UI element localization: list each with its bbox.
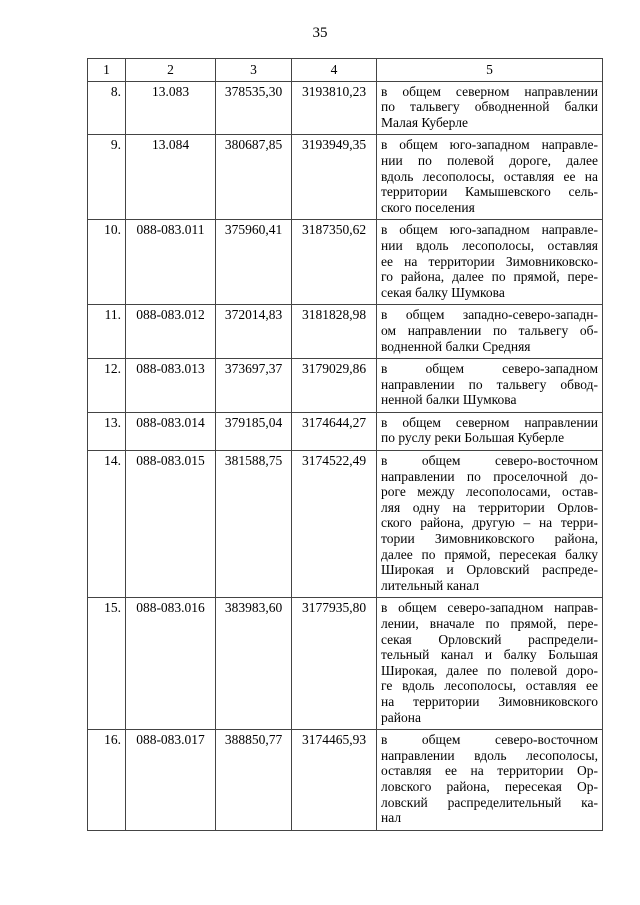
coordinate-x: 375960,41 bbox=[216, 220, 292, 305]
description-line: далее по прямой, пересекая балку bbox=[381, 546, 598, 562]
coordinate-x: 380687,85 bbox=[216, 135, 292, 220]
description-line: ляя одну на территории Орлов- bbox=[381, 499, 598, 515]
row-number: 15. bbox=[88, 598, 126, 730]
description-line: секая Орловский распредели- bbox=[381, 631, 598, 647]
description-line: ом направлении по тальвегу об- bbox=[381, 322, 598, 338]
coordinate-x: 373697,37 bbox=[216, 359, 292, 413]
page-number: 35 bbox=[312, 25, 328, 41]
point-code: 13.084 bbox=[126, 135, 216, 220]
point-code: 088-083.013 bbox=[126, 359, 216, 413]
point-code: 088-083.014 bbox=[126, 412, 216, 450]
table-row bbox=[88, 220, 603, 305]
coordinate-y: 3174522,49 bbox=[292, 451, 377, 598]
boundary-table bbox=[87, 58, 603, 831]
row-number: 10. bbox=[88, 220, 126, 305]
boundary-description bbox=[377, 359, 603, 413]
description-line: направлении по тальвегу обвод- bbox=[381, 376, 598, 392]
row-number: 8. bbox=[88, 81, 126, 135]
coordinate-x: 383983,60 bbox=[216, 598, 292, 730]
coordinate-x: 381588,75 bbox=[216, 451, 292, 598]
description-line: водненной балки Средняя bbox=[381, 338, 531, 354]
boundary-description bbox=[377, 451, 603, 598]
boundary-description bbox=[377, 135, 603, 220]
boundary-description bbox=[377, 220, 603, 305]
description-line: нии по полевой дороге, далее bbox=[381, 152, 598, 168]
description-line: ее на территории Зимовниковско- bbox=[381, 253, 598, 269]
point-code: 088-083.012 bbox=[126, 305, 216, 359]
boundary-description bbox=[377, 730, 603, 831]
description-line: территории Камышевского сель- bbox=[381, 184, 598, 200]
description-line: направлении вдоль лесополосы, bbox=[381, 747, 598, 763]
description-line: роге между лесополосами, остав- bbox=[381, 484, 598, 500]
description-line: секая балку Шумкова bbox=[381, 284, 505, 300]
description-line: в общем юго-западном направле- bbox=[381, 222, 598, 238]
description-line: нал bbox=[381, 810, 402, 826]
description-line: в общем северо-восточном bbox=[381, 732, 598, 748]
coordinate-y: 3181828,98 bbox=[292, 305, 377, 359]
coordinate-y: 3193810,23 bbox=[292, 81, 377, 135]
description-line: го района, далее по прямой, пере- bbox=[381, 269, 598, 285]
row-number: 16. bbox=[88, 730, 126, 831]
header-cell-2: 2 bbox=[126, 59, 216, 82]
description-line: в общем северо-западном bbox=[381, 361, 598, 377]
coordinate-y: 3187350,62 bbox=[292, 220, 377, 305]
boundary-description bbox=[377, 598, 603, 730]
row-number: 13. bbox=[88, 412, 126, 450]
description-line: ского района, другую – на терри- bbox=[381, 515, 598, 531]
description-line: ненной балки Шумкова bbox=[381, 392, 517, 408]
description-line: ского поселения bbox=[381, 199, 475, 215]
coordinate-x: 379185,04 bbox=[216, 412, 292, 450]
point-code: 088-083.016 bbox=[126, 598, 216, 730]
description-line: нии вдоль лесополосы, оставляя bbox=[381, 237, 598, 253]
table-row bbox=[88, 412, 603, 450]
description-line: направлении по проселочной до- bbox=[381, 468, 598, 484]
row-number: 9. bbox=[88, 135, 126, 220]
coordinate-y: 3174644,27 bbox=[292, 412, 377, 450]
table-row bbox=[88, 305, 603, 359]
description-line: в общем северо-восточном bbox=[381, 453, 598, 469]
description-line: в общем северном направлении bbox=[381, 414, 598, 430]
table-row bbox=[88, 135, 603, 220]
header-cell-5: 5 bbox=[377, 59, 603, 82]
point-code: 088-083.011 bbox=[126, 220, 216, 305]
description-line: ловский распределительный ка- bbox=[381, 794, 598, 810]
description-line: в общем северном направлении bbox=[381, 83, 598, 99]
table-row bbox=[88, 359, 603, 413]
coordinate-x: 388850,77 bbox=[216, 730, 292, 831]
description-line: в общем юго-западном направле- bbox=[381, 137, 598, 153]
description-line: района bbox=[381, 709, 421, 725]
table-row bbox=[88, 598, 603, 730]
coordinate-y: 3193949,35 bbox=[292, 135, 377, 220]
table-row bbox=[88, 451, 603, 598]
description-line: в общем западно-северо-западн- bbox=[381, 307, 598, 323]
point-code: 088-083.015 bbox=[126, 451, 216, 598]
description-line: тельный канал и балку Большая bbox=[381, 647, 598, 663]
header-row bbox=[88, 59, 603, 82]
table-body bbox=[88, 81, 603, 830]
description-line: лении, вначале по прямой, пере- bbox=[381, 616, 598, 631]
coordinate-y: 3174465,93 bbox=[292, 730, 377, 831]
point-code: 13.083 bbox=[126, 81, 216, 135]
header-cell-1: 1 bbox=[88, 59, 126, 82]
point-code: 088-083.017 bbox=[126, 730, 216, 831]
description-line: по тальвегу обводненной балки bbox=[381, 99, 598, 115]
description-line: Широкая и Орловский распреде- bbox=[381, 562, 598, 578]
header-cell-3: 3 bbox=[216, 59, 292, 82]
description-line: ловского района, пересекая Ор- bbox=[381, 778, 598, 794]
header-cell-4: 4 bbox=[292, 59, 377, 82]
table-row bbox=[88, 81, 603, 135]
coordinate-x: 372014,83 bbox=[216, 305, 292, 359]
table-row bbox=[88, 730, 603, 831]
description-line: ге вдоль лесополосы, оставляя ее bbox=[381, 678, 598, 694]
description-line: Малая Куберле bbox=[381, 114, 468, 130]
description-line: тории Зимовниковского района, bbox=[381, 531, 598, 547]
boundary-description bbox=[377, 412, 603, 450]
row-number: 14. bbox=[88, 451, 126, 598]
boundary-description bbox=[377, 305, 603, 359]
description-line: оставляя ее на территории Ор- bbox=[381, 763, 598, 779]
row-number: 11. bbox=[88, 305, 126, 359]
row-number: 12. bbox=[88, 359, 126, 413]
description-line: Широкая, далее по полевой доро- bbox=[381, 662, 598, 678]
coordinate-y: 3179029,86 bbox=[292, 359, 377, 413]
coordinate-x: 378535,30 bbox=[216, 81, 292, 135]
description-line: на территории Зимовниковского bbox=[381, 693, 598, 709]
description-line: вдоль лесополосы, оставляя ее на bbox=[381, 168, 598, 184]
description-line: в общем северо-западном направ- bbox=[381, 600, 598, 616]
coordinate-y: 3177935,80 bbox=[292, 598, 377, 730]
description-line: по руслу реки Большая Куберле bbox=[381, 430, 565, 446]
description-line: лительный канал bbox=[381, 577, 480, 593]
boundary-description bbox=[377, 81, 603, 135]
